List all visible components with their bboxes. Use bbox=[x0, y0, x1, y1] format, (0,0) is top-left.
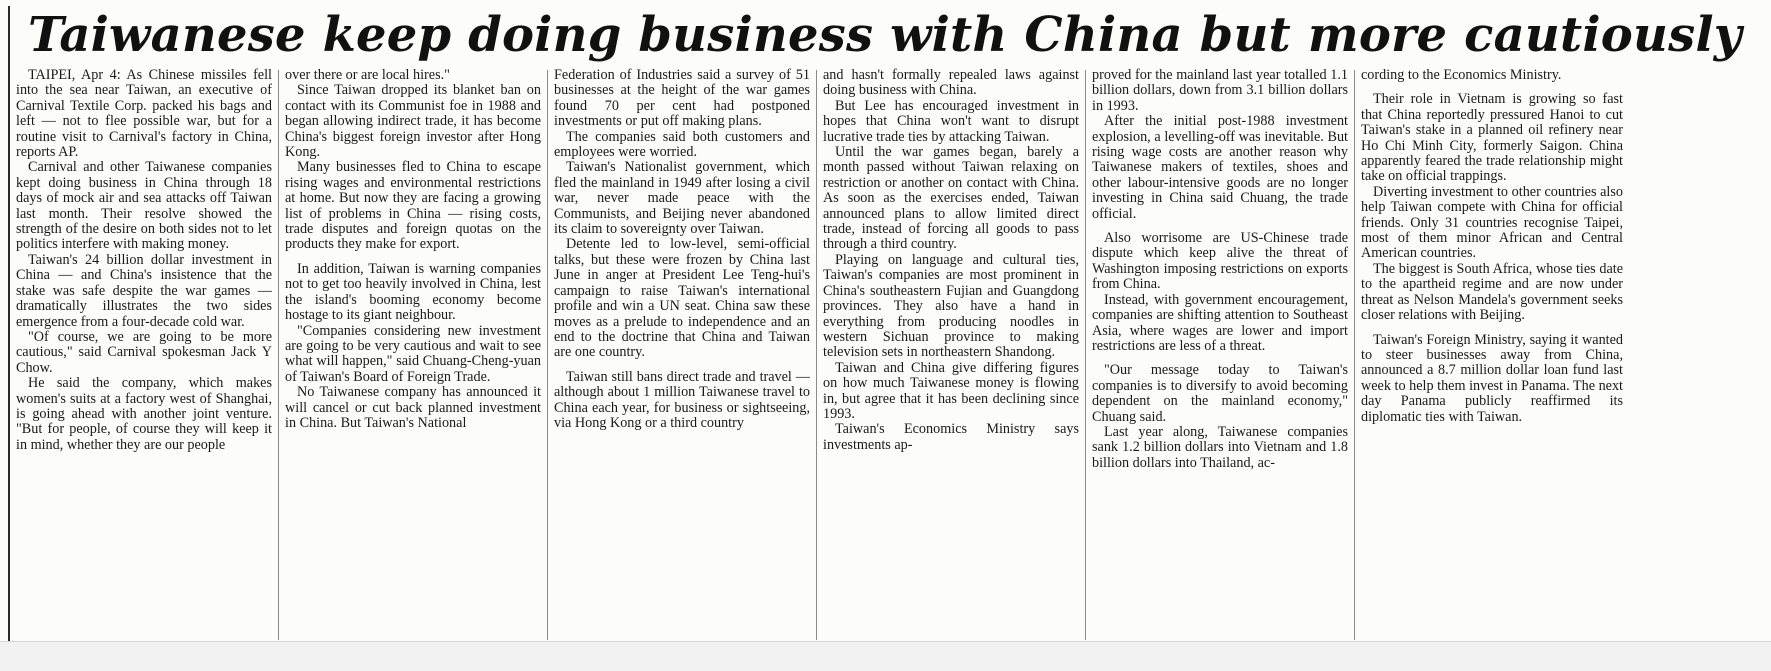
paragraph: Federation of Industries said a survey of 51 businesses at the height of the war games found 70 per cent had postponed investments or put off making plans. bbox=[554, 68, 810, 130]
paragraph: Also worrisome are US-Chinese trade dispute which keep alive the threat of Washington imposing restrictions on exports from China. bbox=[1092, 230, 1348, 293]
column-divider bbox=[816, 70, 817, 640]
column-divider bbox=[1354, 70, 1355, 640]
paragraph: In addition, Taiwan is warning companies not to get too heavily involved in China, lest the island's booming economy become hostage to its giant neighbour. bbox=[285, 260, 541, 324]
paragraph: Diverting investment to other countries also help Taiwan compete with China for official friends. Only 31 countries recognise Taipei, most of them minor African and Central American countries. bbox=[1361, 183, 1623, 262]
paragraph: "Our message today to Taiwan's companies is to diversify to avoid becoming dependent on the mainland economy," Chuang said. bbox=[1092, 362, 1348, 425]
paragraph: "Companies considering new investment are going to be very cautious and wait to see what will happen," said Chuang-Cheng-yuan of Taiwan's Board of Foreign Trade. bbox=[285, 322, 541, 385]
article-column-3 bbox=[554, 68, 810, 640]
paragraph: No Taiwanese company has announced it will cancel or cut back planned investment in China. But Taiwan's National bbox=[285, 384, 541, 431]
paragraph: The companies said both customers and employees were worried. bbox=[554, 128, 810, 161]
paragraph: Last year along, Taiwanese companies sank 1.2 billion dollars into Vietnam and 1.8 billion dollars into Thailand, ac- bbox=[1092, 423, 1348, 471]
paragraph: But Lee has encouraged investment in hopes that China won't want to disrupt lucrative trade ties by attacking Taiwan. bbox=[823, 97, 1079, 145]
article-column-4 bbox=[823, 68, 1079, 640]
paragraph: Their role in Vietnam is growing so fast that China reportedly pressured Hanoi to cut Taiwan's stake in a planned oil refinery near Ho Chi Minh City, formerly Saigon. China apparently feared the trade relationship might take on official trappings. bbox=[1361, 91, 1623, 185]
paragraph: Taiwan's Nationalist government, which fled the mainland in 1949 after losing a civil war, never made peace with the Communists, and Beijing never abandoned its claim to sovereignty over Taiwan. bbox=[554, 159, 810, 238]
column-divider bbox=[1085, 70, 1086, 640]
scan-bottom-margin bbox=[0, 641, 1771, 671]
paragraph: Carnival and other Taiwanese companies kept doing business in China through 18 days of mock air and sea attacks off Taiwan last month. Their resolve showed the strength of the desire on both sides not to let politics interfere with making money. bbox=[16, 159, 272, 253]
paragraph: and hasn't formally repealed laws against doing business with China. bbox=[823, 68, 1079, 99]
paragraph: Taiwan's Economics Ministry says investments ap- bbox=[823, 421, 1079, 453]
paragraph: TAIPEI, Apr 4: As Chinese missiles fell into the sea near Taiwan, an executive of Carnival Textile Corp. packed his bags and left — not to flee possible war, but for a routine visit to Carnival's factory in China, reports AP. bbox=[16, 68, 272, 161]
paragraph: Taiwan's Foreign Ministry, saying it wanted to steer businesses away from China, announced a 8.7 million dollar loan fund last week to help them invest in Panama. The next day Panama publicly reaffirmed its diplomatic ties with Taiwan. bbox=[1361, 331, 1623, 425]
column-divider bbox=[547, 70, 548, 640]
column-divider bbox=[278, 70, 279, 640]
paragraph: Taiwan and China give differing figures on how much Taiwanese money is flowing in, but agree that it has been declining since 1993. bbox=[823, 359, 1079, 422]
paragraph: Playing on language and cultural ties, Taiwan's companies are most prominent in China's southeastern Fujian and Guangdong provinces. They also have a hand in everything from producing noodles in western Sichuan province to making television sets in northeastern Shandong. bbox=[823, 251, 1079, 361]
paragraph: Detente led to low-level, semi-official talks, but these were frozen by China last June in anger at President Lee Teng-hui's campaign to raise Taiwan's international profile and win a UN seat. China saw these moves as a prelude to independence and an end to the doctrine that China and Taiwan are one country. bbox=[554, 236, 810, 361]
paragraph: "Of course, we are going to be more cautious," said Carnival spokesman Jack Y Chow. bbox=[16, 328, 272, 376]
article-column-6 bbox=[1361, 68, 1623, 640]
paragraph: Until the war games began, barely a month passed without Taiwan relaxing on restriction or another on contact with China. As soon as the exercises ended, Taiwan announced plans to allow limited direct trade, instead of forcing all goods to pass through a third country. bbox=[823, 144, 1079, 253]
paragraph: Since Taiwan dropped its blanket ban on contact with its Communist foe in 1988 and began allowing indirect trade, it has become China's biggest foreign investor after Hong Kong. bbox=[285, 82, 541, 161]
paragraph: over there or are local hires." bbox=[285, 68, 450, 83]
paragraph: proved for the mainland last year totalled 1.1 billion dollars, down from 3.1 billion dollars in 1993. bbox=[1092, 68, 1348, 114]
article-column-5 bbox=[1092, 68, 1348, 640]
article-column-1 bbox=[16, 68, 272, 640]
paragraph: Taiwan's 24 billion dollar investment in China — and China's insistence that the stake was safe despite the war games —dramatically illustrates the two sides emergence from a four-decade cold war. bbox=[16, 251, 272, 330]
left-border-rule bbox=[8, 6, 10, 644]
article-column-2 bbox=[285, 68, 541, 640]
paragraph: cording to the Economics Ministry. bbox=[1361, 68, 1562, 83]
paragraph: Instead, with government encouragement, companies are shifting attention to Southeast Asia, where wages are lower and import restrictions are less of a threat. bbox=[1092, 291, 1348, 354]
paragraph: Taiwan still bans direct trade and travel — although about 1 million Taiwanese travel to China each year, for business or sightseeing, via Hong Kong or a third country bbox=[554, 368, 810, 431]
paragraph: After the initial post-1988 investment explosion, a levelling-off was inevitable. But rising wage costs are another reason why Taiwanese makers of textiles, shoes and other labour-intensive goods are no longer investing in China said Chuang, the trade official. bbox=[1092, 113, 1348, 222]
headline: Taiwanese keep doing business with China but more cautiously bbox=[28, 7, 1742, 63]
paragraph: The biggest is South Africa, whose ties date to the apartheid regime and are now under threat as Nelson Mandela's government seeks closer relations with Beijing. bbox=[1361, 260, 1623, 324]
paragraph: He said the company, which makes women's suits at a factory west of Shanghai, is going ahead with another joint venture. "But for people, of course they will keep it in mind, whether they are our people bbox=[16, 375, 272, 453]
paragraph: Many businesses fled to China to escape rising wages and environmental restrictions at home. But now they are facing a growing list of problems in China — rising costs, trade disputes and foreign quotas on the products they make for export. bbox=[285, 159, 541, 253]
